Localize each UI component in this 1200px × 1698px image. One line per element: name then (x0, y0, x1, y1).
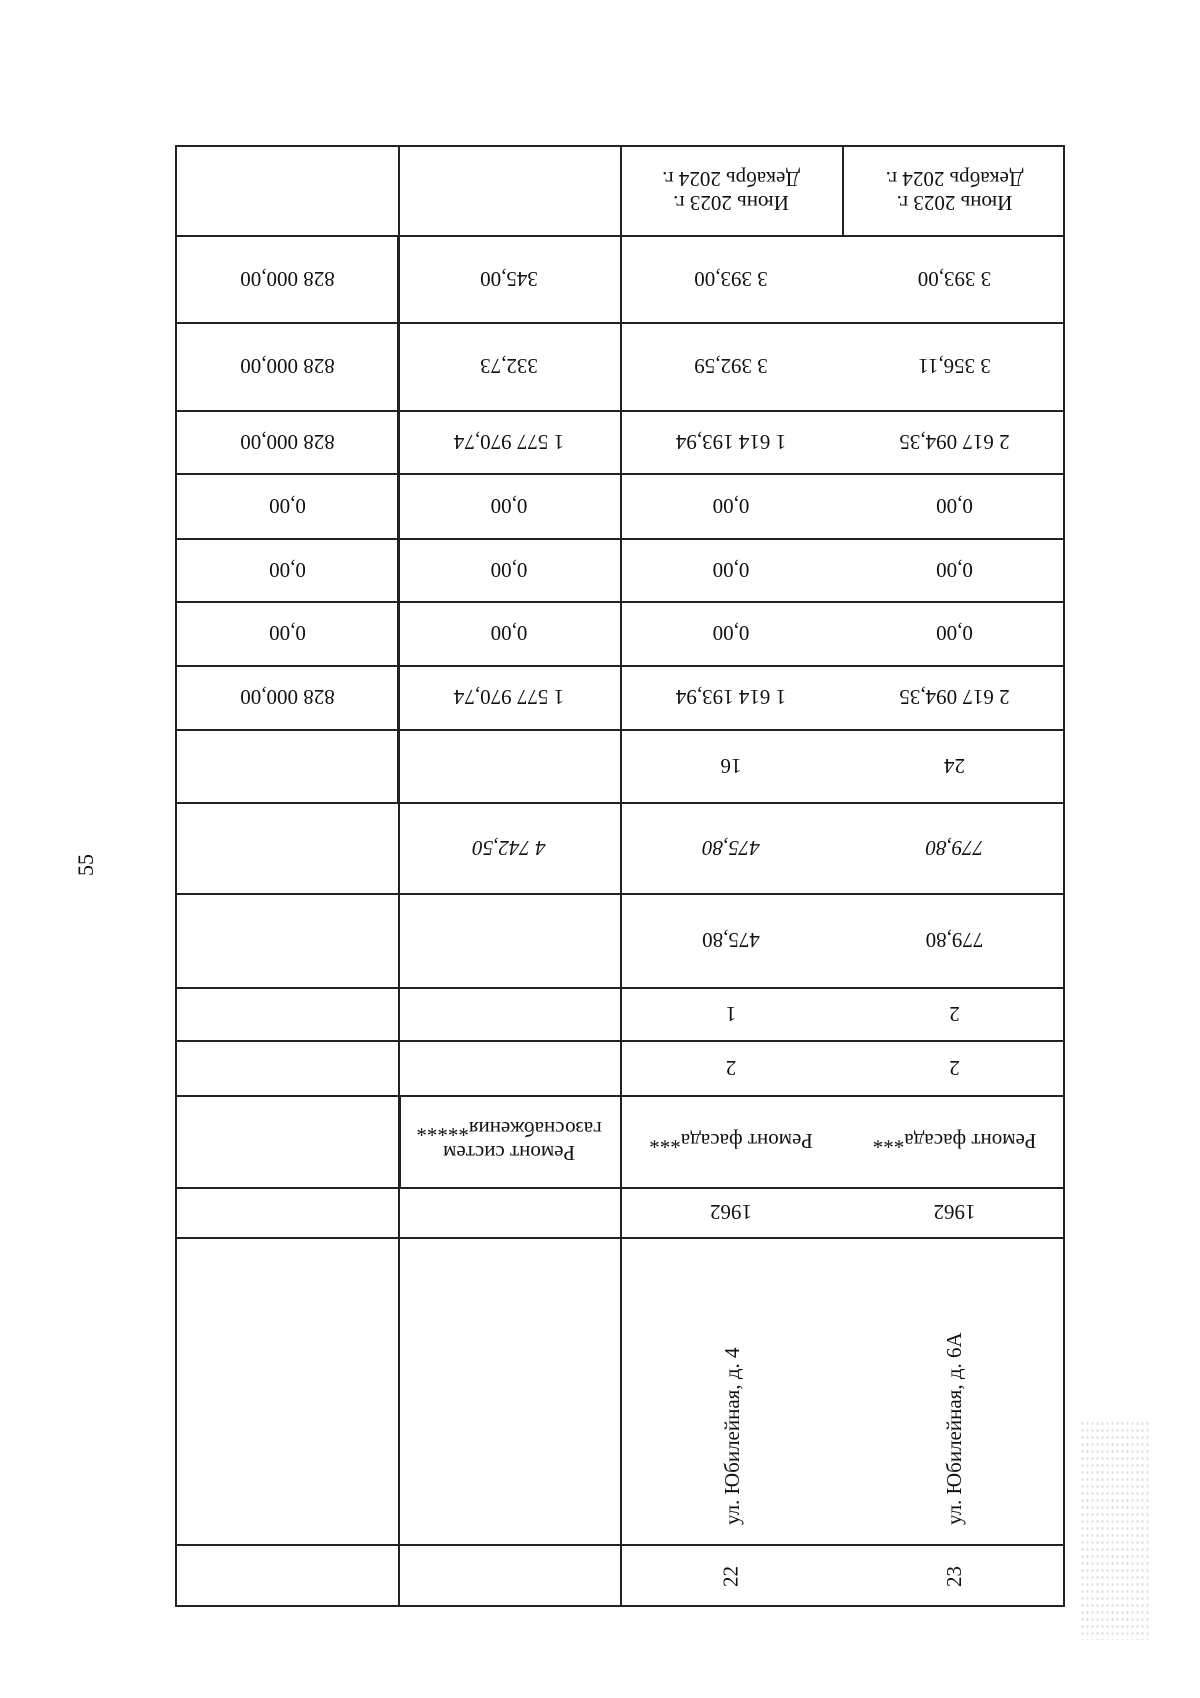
value-cell: 0,00 (269, 493, 306, 518)
value-cell: 1 614 193,94 (675, 429, 787, 454)
value-cell: 0,00 (490, 557, 528, 582)
value-cell: 475,80 (702, 928, 760, 953)
value-cell: 3 392,59 (694, 354, 768, 379)
value-cell: 2 (949, 1001, 960, 1026)
value-cell: 828 000,00 (240, 354, 335, 379)
value-cell: 0,00 (936, 493, 973, 518)
value-cell: 0,00 (269, 557, 306, 582)
value-cell: 2 (725, 1055, 737, 1080)
value-cell: 0,00 (712, 557, 750, 582)
work-type-cell: Ремонт фасада*** (649, 1129, 813, 1154)
year-cell: 1962 (933, 1200, 976, 1225)
capital-repair-table (175, 145, 1065, 1607)
value-cell: 1 577 970,74 (453, 685, 565, 710)
value-cell: 332,73 (480, 354, 538, 379)
value-cell: 24 (944, 753, 965, 778)
value-cell: 345,00 (480, 266, 538, 291)
value-cell: 3 356,11 (918, 354, 991, 379)
value-cell: 0,00 (712, 621, 750, 646)
value-cell: 0,00 (936, 621, 973, 646)
column-divider (842, 147, 844, 235)
value-cell: 4 742,50 (472, 835, 546, 860)
value-cell: 1 577 970,74 (453, 429, 565, 454)
work-type-cell: Ремонт систем газоснабжения***** (416, 1117, 602, 1166)
address-text: ул. Юбилейная, д. 4 (720, 1347, 744, 1525)
column-divider (398, 893, 400, 987)
value-cell: 475,80 (702, 835, 760, 860)
scan-noise (1080, 1420, 1150, 1640)
value-cell: 828 000,00 (240, 429, 335, 454)
value-cell: 779,80 (925, 835, 984, 860)
value-cell: 16 (720, 753, 742, 778)
value-cell: 2 617 094,35 (899, 429, 1010, 454)
address-text: ул. Юбилейная, д. 6А (942, 1332, 966, 1525)
work-type-cell: Ремонт фасада*** (872, 1129, 1037, 1154)
year-cell: 1962 (710, 1200, 752, 1225)
value-cell: 1 (725, 1001, 737, 1026)
value-cell: 0,00 (712, 493, 750, 518)
value-cell: 2 (949, 1055, 960, 1080)
value-cell: 828 000,00 (240, 685, 335, 710)
value-cell: 0,00 (490, 493, 528, 518)
row-number-cell: 23 (942, 1566, 967, 1587)
row-number-cell: 22 (718, 1566, 743, 1587)
period-cell: Июнь 2023 г. Декабрь 2024 г. (885, 167, 1024, 216)
value-cell: 0,00 (936, 557, 973, 582)
value-cell: 3 393,00 (917, 266, 992, 291)
value-cell: 0,00 (490, 621, 528, 646)
value-cell: 2 617 094,35 (899, 685, 1010, 710)
period-cell: Июнь 2023 г. Декабрь 2024 г. (662, 167, 800, 216)
value-cell: 1 614 193,94 (675, 685, 787, 710)
value-cell: 828 000,00 (240, 266, 335, 291)
value-cell: 0,00 (269, 621, 306, 646)
page-number: 55 (73, 854, 98, 876)
value-cell: 3 393,00 (694, 266, 768, 291)
value-cell: 779,80 (925, 928, 984, 953)
